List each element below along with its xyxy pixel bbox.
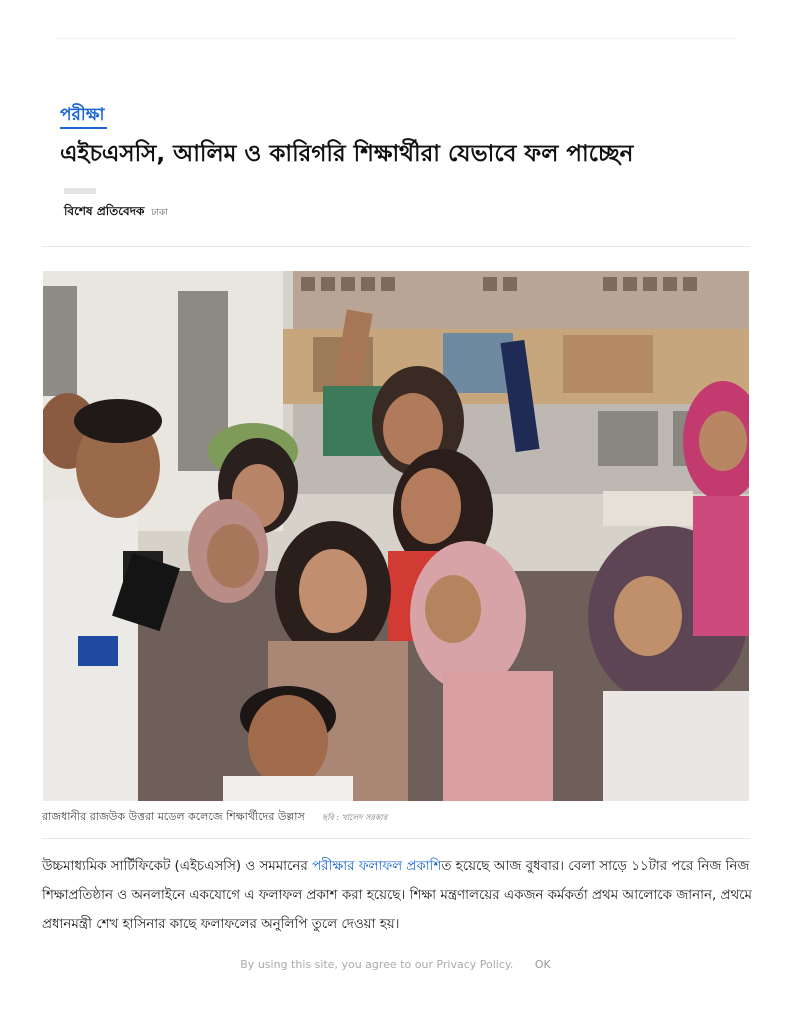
byline-decoration [64,188,96,194]
results-link[interactable]: পরীক্ষার ফলাফল প্রকাশি [312,859,442,874]
category-link[interactable]: পরীক্ষা [60,105,105,125]
author-location: ঢাকা [151,208,168,218]
body-text-part1: উচ্চমাধ্যমিক সার্টিফিকেট (এইচএসসি) ও সমমানের [42,859,313,874]
body-text-part2: ত হয়েছে আজ বুধবার। বেলা সাড়ে ১১টার পরে নিজ নিজ শিক্ষাপ্রতিষ্ঠান ও অনলাইনে একযোগে এ ফলাফল প্রকাশ করা হয়েছে। শিক্ষা মন্ত্রণালয়ের একজন কর্মকর্তা প্রথম আলোকে জানান, প্রথমে প্রধানমন্ত্রী শেখ হাসিনার কাছে ফলাফলের অনুলিপি তুলে দেওয়া হয়। [42,859,752,932]
byline [64,203,168,223]
photo-illustration [43,271,749,801]
cookie-notice-text: By using this site, you agree to our Privacy Policy. [240,958,514,971]
caption-divider [42,838,750,839]
top-divider [56,38,736,39]
cookie-ok-button[interactable]: OK [534,958,551,971]
category-underline [60,127,107,129]
article-headline: এইচএসসি, আলিম ও কারিগরি শিক্ষার্থীরা যেভাবে ফল পাচ্ছেন [60,141,634,167]
article-photo [43,271,749,801]
photo-credit: ছবি : খালেদ সরকার [322,813,388,822]
header-divider [42,246,750,247]
author-name[interactable]: বিশেষ প্রতিবেদক [64,204,145,218]
cookie-notice [0,958,791,978]
image-caption [42,808,387,827]
caption-text: রাজধানীর রাজউক উত্তরা মডেল কলেজে শিক্ষার্থীদের উল্লাস [42,810,305,823]
article-body [42,852,752,939]
